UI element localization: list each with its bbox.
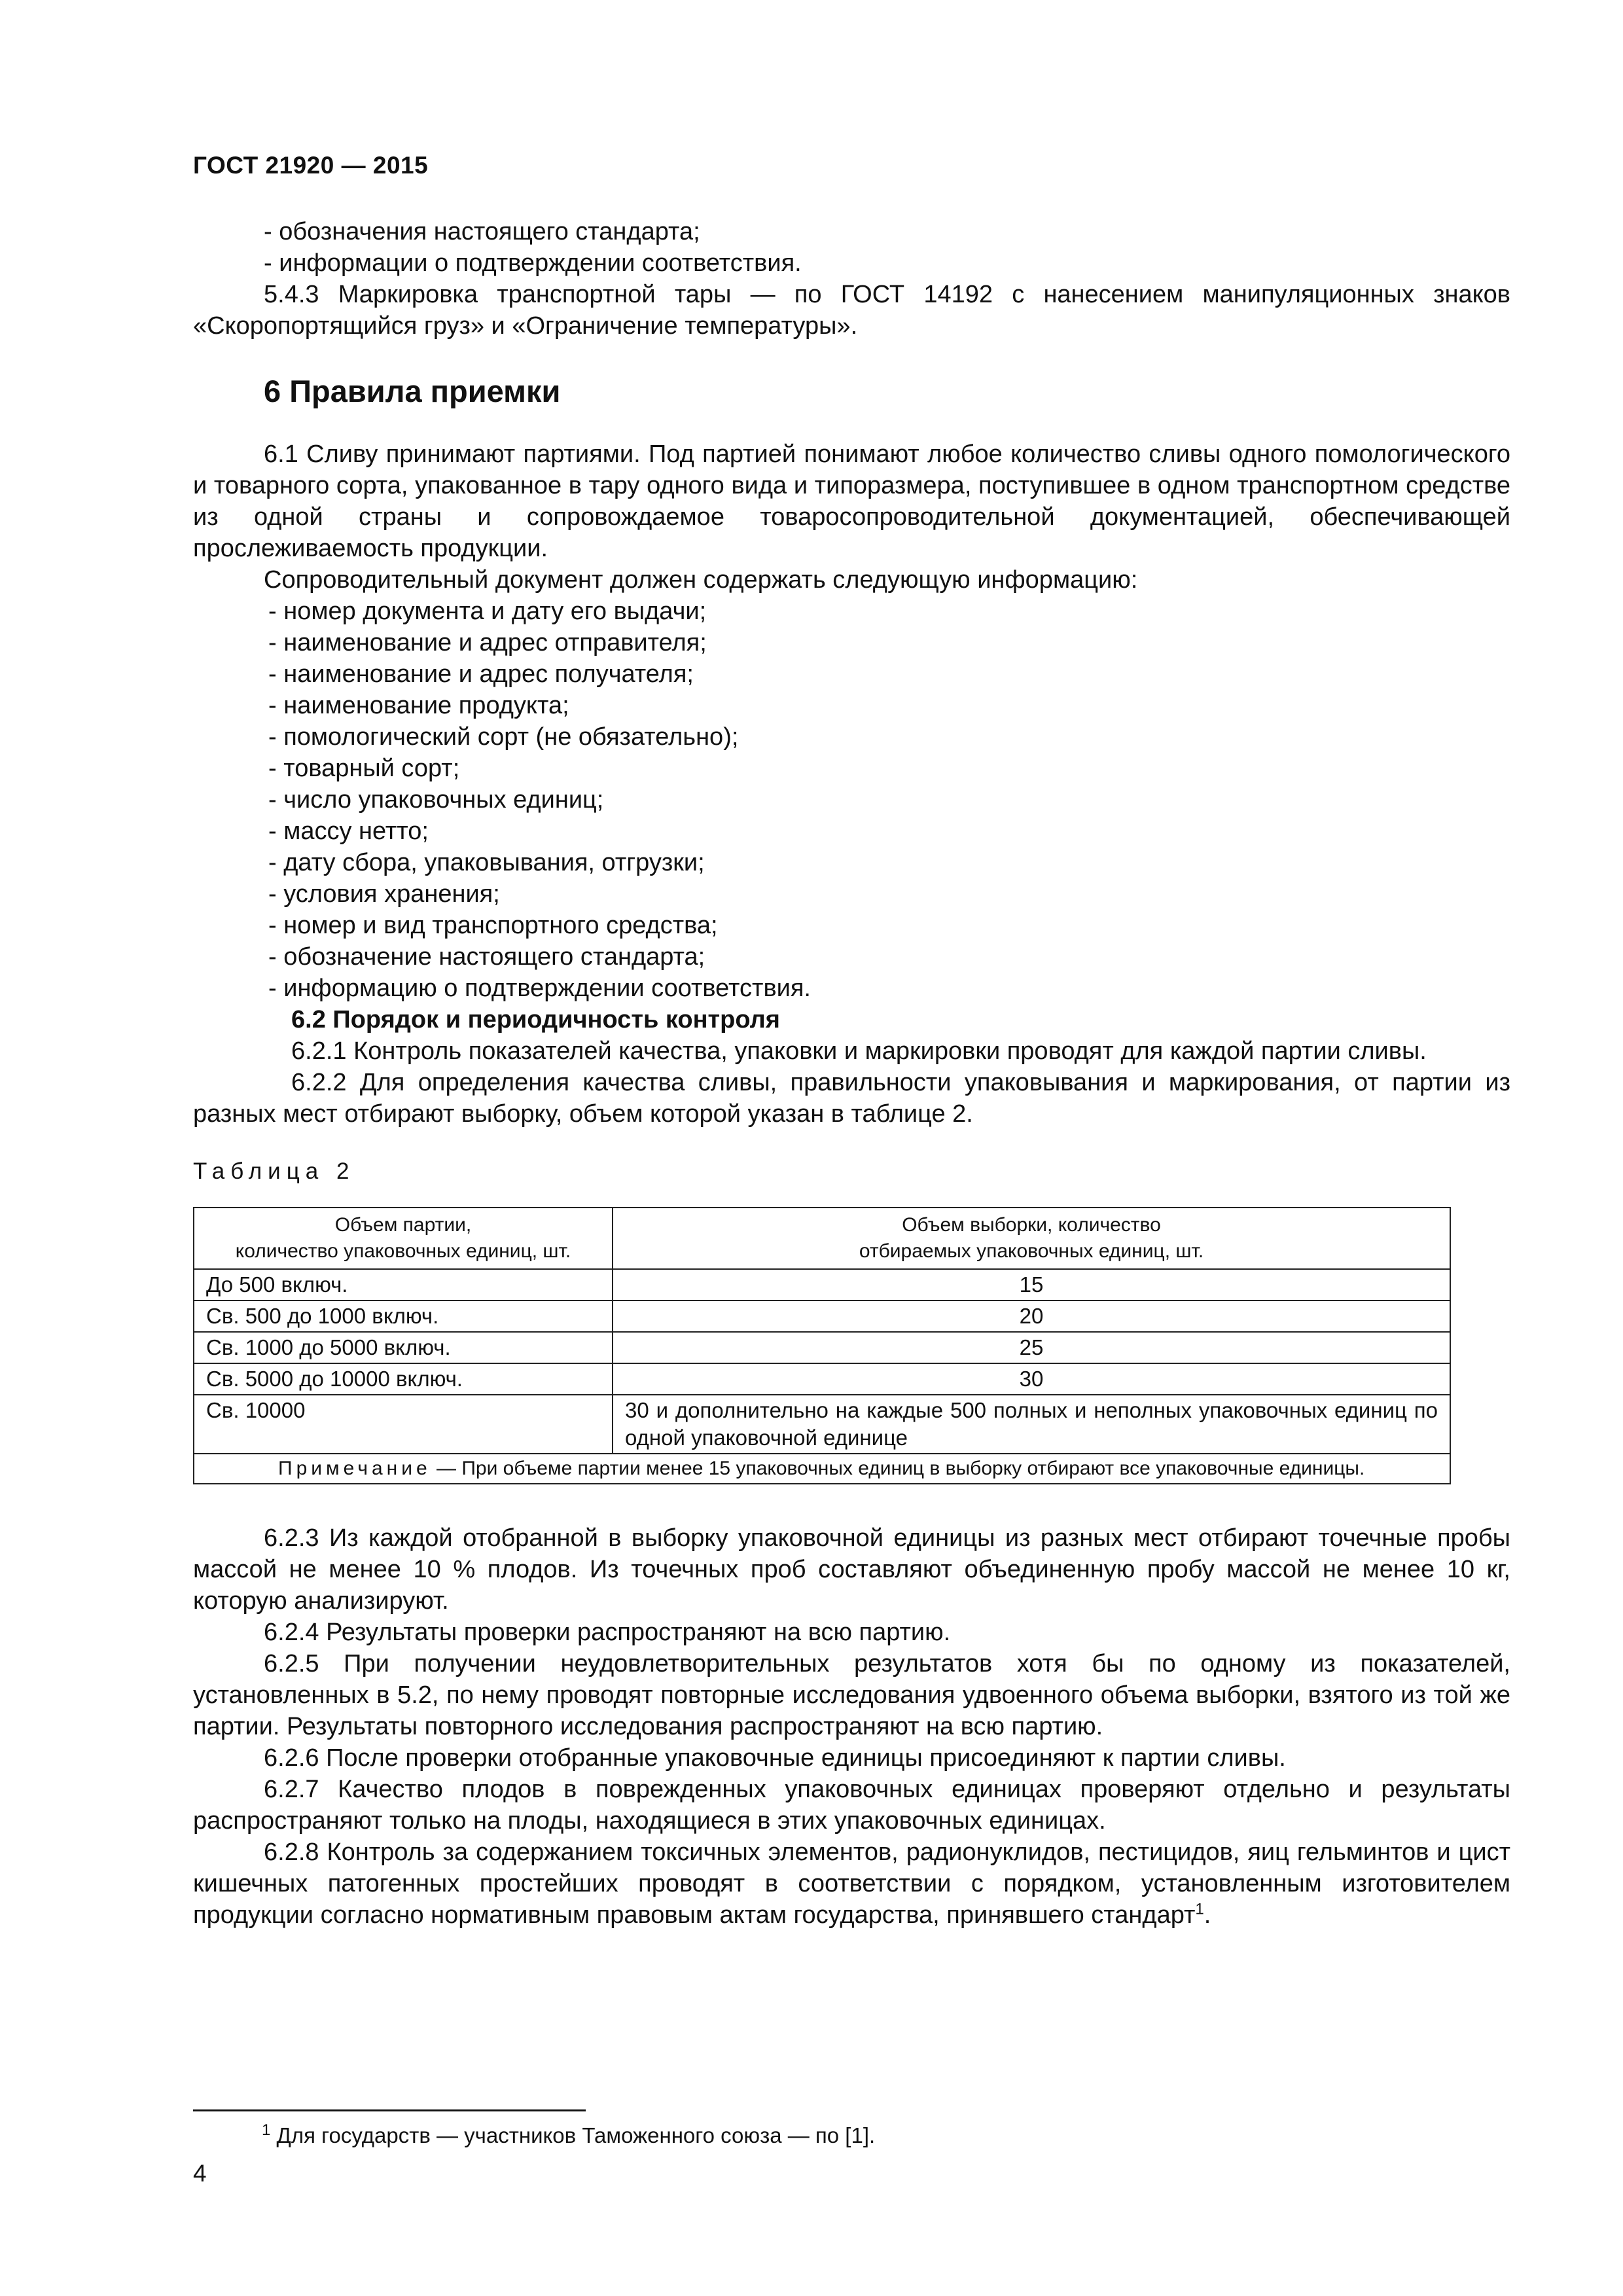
- footnote-reference[interactable]: 1: [1195, 1900, 1204, 1918]
- paragraph-end: .: [1204, 1901, 1211, 1929]
- footnote-text: Для государств — участников Таможенного союза — по [1].: [270, 2123, 876, 2147]
- table-row: [194, 1300, 1450, 1332]
- header-text: Объем партии,: [334, 1214, 472, 1236]
- list-item: - номер документа и дату его выдачи;: [268, 598, 707, 625]
- list-item: - номер и вид транспортного средства;: [268, 912, 718, 939]
- footnote-divider: [193, 2109, 586, 2111]
- paragraph-6-2-2: 6.2.2 Для определения качества сливы, правильности упаковывания и маркирования, от партии из разных мест отбирают выборку, объем которой указан в таблице 2.: [193, 1069, 1510, 1128]
- subsection-title: 6.2 Порядок и периодичность контроля: [291, 1006, 780, 1033]
- cell-lot: Св. 1000 до 5000 включ.: [194, 1332, 613, 1363]
- column-header-lot: [194, 1208, 613, 1269]
- list-item: - информацию о подтверждении соответствия.: [268, 975, 811, 1002]
- list-item: - информации о подтверждении соответствия.: [264, 249, 802, 277]
- header-text: отбираемых упаковочных единиц, шт.: [859, 1240, 1204, 1262]
- page-number: 4: [193, 2160, 207, 2187]
- list-item: - обозначение настоящего стандарта;: [268, 943, 705, 971]
- list-item: - условия хранения;: [268, 880, 500, 908]
- list-item: - число упаковочных единиц;: [268, 786, 604, 814]
- cell-sample: 30: [613, 1363, 1450, 1395]
- list-item: - наименование и адрес получателя;: [268, 660, 694, 688]
- cell-lot: До 500 включ.: [194, 1269, 613, 1300]
- note-label: Примечание: [278, 1458, 431, 1479]
- column-header-sample: [613, 1208, 1450, 1269]
- document-header: ГОСТ 21920 — 2015: [193, 152, 429, 179]
- section-title: 6 Правила приемки: [264, 374, 561, 408]
- table-note-row: [194, 1454, 1450, 1484]
- doc-requirements-list: [193, 596, 1510, 1004]
- table-row: [194, 1363, 1450, 1395]
- table-header-row: [194, 1208, 1450, 1269]
- sample-size-table: [193, 1207, 1451, 1484]
- paragraph-6-2-5: 6.2.5 При получении неудовлетворительных результатов хотя бы по одному из показателей, установленных в 5.2, по нему проводят повторные исследования удвоенного объема выборки, взятого из той же партии. Результаты повторного исследования распространяют на всю партию.: [193, 1650, 1510, 1740]
- header-text: Объем выборки, количество: [902, 1214, 1161, 1236]
- table-caption: Таблица 2: [193, 1158, 355, 1184]
- list-item: - наименование продукта;: [268, 692, 569, 719]
- footnote-mark: 1: [262, 2121, 271, 2139]
- paragraph-6-2-3: 6.2.3 Из каждой отобранной в выборку упаковочной единицы из разных мест отбирают точечные пробы массой не менее 10 % плодов. Из точечных проб составляют объединенную пробу массой не менее 10 кг, которую анализируют.: [193, 1524, 1510, 1615]
- paragraph-6-1: 6.1 Сливу принимают партиями. Под партией понимают любое количество сливы одного помологического и товарного сорта, упакованное в тару одного вида и типоразмера, поступившее в одном транспортном средстве из одной страны и сопровождаемое товаросопроводительной документацией, обеспечивающей прослеживаемость продукции.: [193, 440, 1510, 562]
- table-row: [194, 1269, 1450, 1300]
- list-item: - обозначения настоящего стандарта;: [264, 218, 700, 245]
- paragraph-6-2-8: [193, 1837, 1510, 1931]
- paragraph-6-2-4: 6.2.4 Результаты проверки распространяют на всю партию.: [264, 1619, 951, 1646]
- paragraph-6-2-1: 6.2.1 Контроль показателей качества, упаковки и маркировки проводят для каждой партии сливы.: [291, 1037, 1427, 1065]
- list-item: - массу нетто;: [268, 817, 429, 845]
- footnote: [262, 2123, 875, 2149]
- list-item: - дату сбора, упаковывания, отгрузки;: [268, 849, 705, 876]
- cell-sample: 15: [613, 1269, 1450, 1300]
- paragraph-5-4-3: 5.4.3 Маркировка транспортной тары — по ГОСТ 14192 с нанесением манипуляционных знаков «Скоропортящийся груз» и «Ограничение температуры».: [193, 281, 1510, 340]
- list-item: - помологический сорт (не обязательно);: [268, 723, 739, 751]
- table-note: [194, 1454, 1450, 1484]
- list-item: - наименование и адрес отправителя;: [268, 629, 707, 656]
- main-content: [193, 216, 1510, 1931]
- cell-lot: Св. 5000 до 10000 включ.: [194, 1363, 613, 1395]
- paragraph-6-2-6: 6.2.6 После проверки отобранные упаковочные единицы присоединяют к партии сливы.: [264, 1744, 1286, 1772]
- cell-lot: Св. 10000: [194, 1395, 613, 1454]
- table-row: [194, 1395, 1450, 1454]
- cell-sample: 30 и дополнительно на каждые 500 полных и неполных упаковочных единиц по одной упаковочной единице: [613, 1395, 1450, 1454]
- table-row: [194, 1332, 1450, 1363]
- paragraph-6-2-7: 6.2.7 Качество плодов в поврежденных упаковочных единицах проверяют отдельно и результаты распространяют только на плоды, находящиеся в этих упаковочных единицах.: [193, 1776, 1510, 1835]
- cell-lot: Св. 500 до 1000 включ.: [194, 1300, 613, 1332]
- cell-sample: 25: [613, 1332, 1450, 1363]
- paragraph-text: 6.2.8 Контроль за содержанием токсичных элементов, радионуклидов, пестицидов, яиц гельминтов и цист кишечных патогенных простейших проводят в соответствии с порядком, установленным изготовителем продукции согласно нормативным правовым актам государства, принявшего стандарт: [193, 1839, 1510, 1929]
- list-item: - товарный сорт;: [268, 755, 460, 782]
- header-text: количество упаковочных единиц, шт.: [235, 1240, 571, 1262]
- paragraph-doc-intro: Сопроводительный документ должен содержать следующую информацию:: [264, 566, 1138, 594]
- note-text: — При объеме партии менее 15 упаковочных единиц в выборку отбирают все упаковочные единицы.: [431, 1458, 1365, 1479]
- cell-sample: 20: [613, 1300, 1450, 1332]
